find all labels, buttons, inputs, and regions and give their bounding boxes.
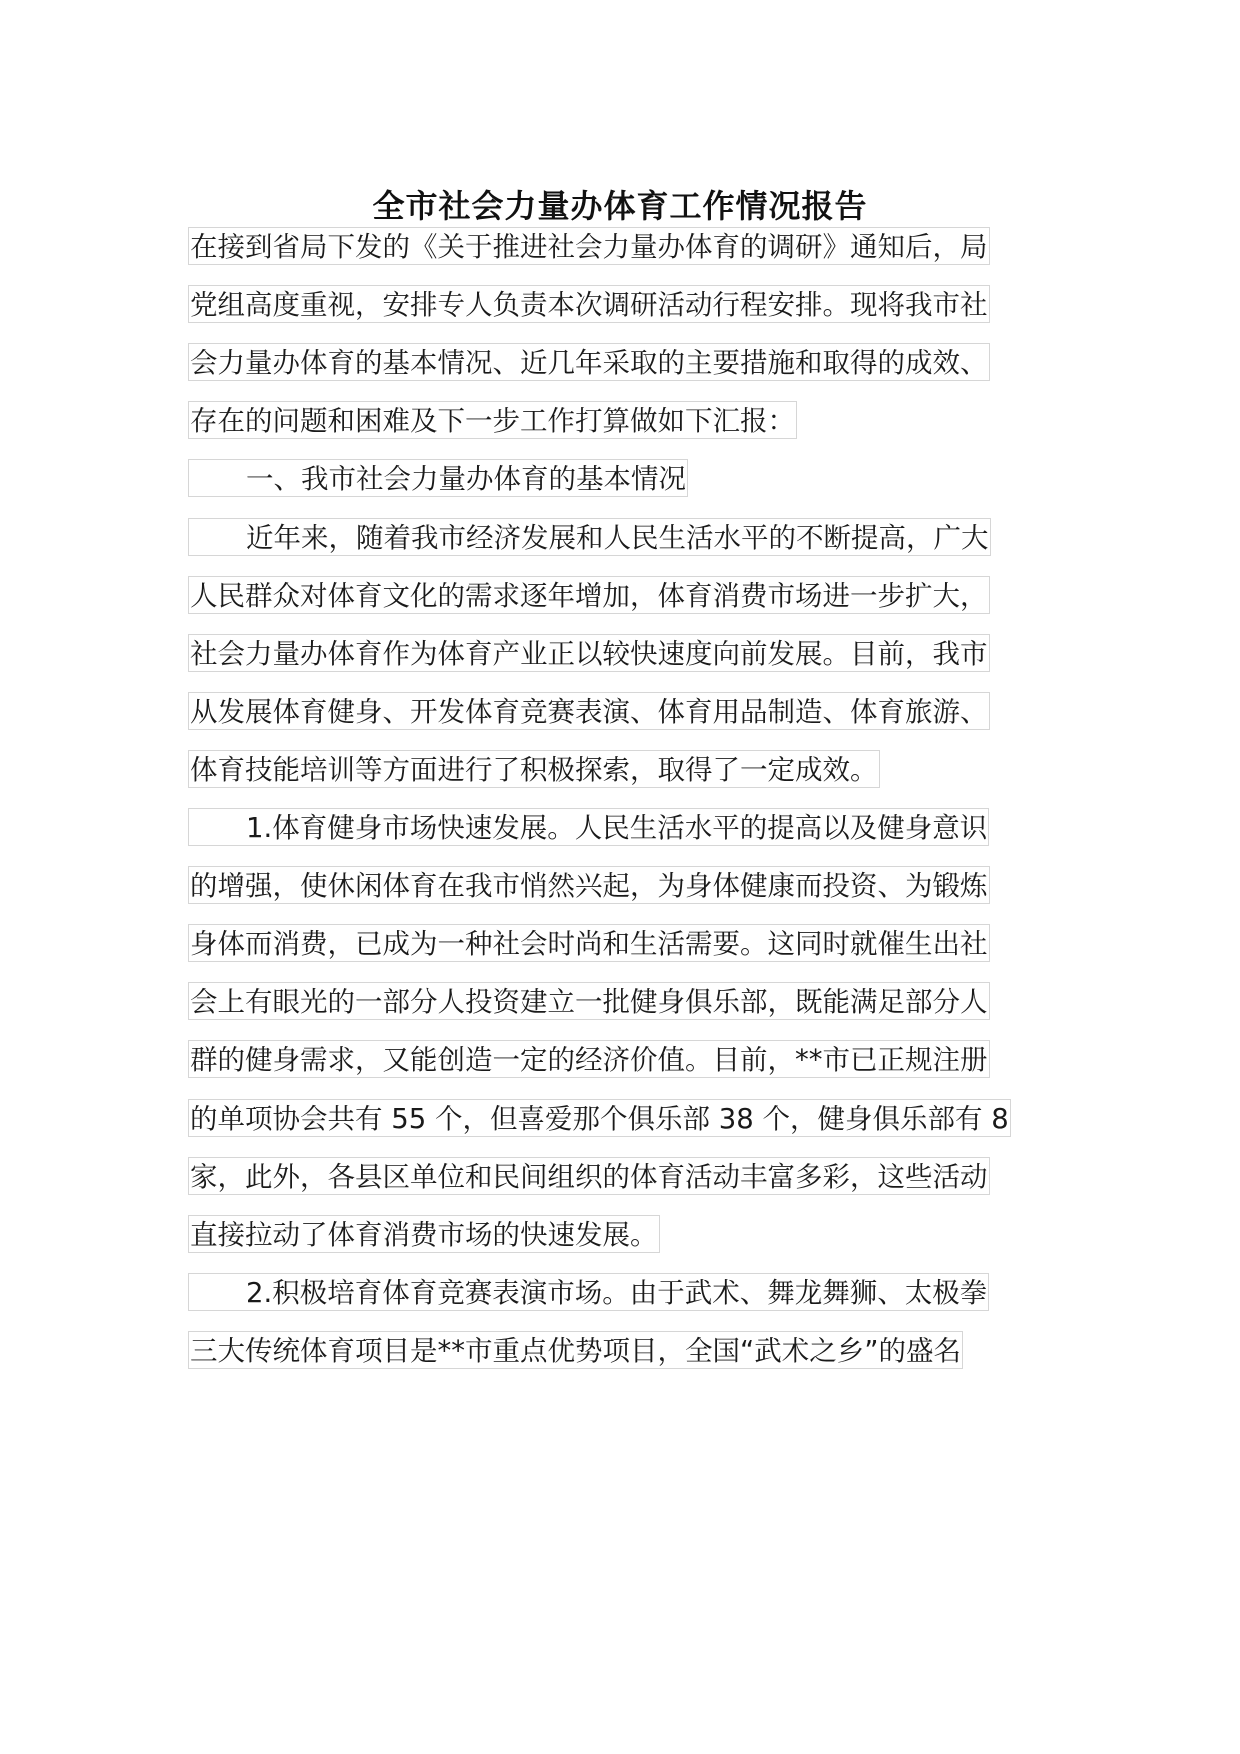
text-line bbox=[188, 1215, 660, 1253]
text-line bbox=[188, 750, 880, 788]
text-line bbox=[188, 634, 990, 672]
text-line-content: 从发展体育健身、开发体育竞赛表演、体育用品制造、体育旅游、 bbox=[190, 696, 988, 728]
text-line-content: 1.体育健身市场快速发展。人民生活水平的提高以及健身意识 bbox=[246, 812, 988, 844]
text-line bbox=[188, 343, 990, 381]
text-line-content: 身体而消费，已成为一种社会时尚和生活需要。这同时就催生出社 bbox=[190, 928, 988, 960]
text-line-content: 存在的问题和困难及下一步工作打算做如下汇报： bbox=[190, 405, 795, 437]
text-line-content: 三大传统体育项目是**市重点优势项目，全国“武术之乡”的盛名 bbox=[190, 1335, 961, 1367]
text-line-content: 党组高度重视，安排专人负责本次调研活动行程安排。现将我市社 bbox=[190, 289, 988, 321]
text-line-content: 家，此外，各县区单位和民间组织的体育活动丰富多彩，这些活动 bbox=[190, 1161, 988, 1193]
text-line bbox=[188, 808, 989, 846]
text-line bbox=[188, 1331, 963, 1369]
text-line bbox=[188, 692, 990, 730]
text-line bbox=[188, 1040, 990, 1078]
text-line bbox=[188, 459, 688, 497]
text-line-content: 的单项协会共有 55 个，但喜爱那个俱乐部 38 个，健身俱乐部有 8 bbox=[190, 1103, 1009, 1135]
text-line bbox=[188, 227, 990, 265]
text-line bbox=[188, 866, 990, 904]
text-line bbox=[188, 576, 990, 614]
text-line-content: 在接到省局下发的《关于推进社会力量办体育的调研》通知后，局 bbox=[190, 231, 988, 263]
text-line bbox=[188, 285, 990, 323]
text-line bbox=[188, 982, 990, 1020]
text-line bbox=[188, 1099, 1011, 1137]
text-line-content: 会力量办体育的基本情况、近几年采取的主要措施和取得的成效、 bbox=[190, 347, 988, 379]
text-line bbox=[188, 1157, 990, 1195]
text-line-content: 人民群众对体育文化的需求逐年增加，体育消费市场进一步扩大， bbox=[190, 580, 988, 612]
text-line-content: 群的健身需求，又能创造一定的经济价值。目前，**市已正规注册 bbox=[190, 1044, 988, 1076]
text-line-content: 2.积极培育体育竞赛表演市场。由于武术、舞龙舞狮、太极拳 bbox=[246, 1277, 988, 1309]
text-line bbox=[188, 401, 797, 439]
text-line bbox=[188, 518, 991, 556]
text-line bbox=[188, 924, 990, 962]
text-line-content: 会上有眼光的一部分人投资建立一批健身俱乐部，既能满足部分人 bbox=[190, 986, 988, 1018]
text-line bbox=[188, 1273, 989, 1311]
text-line-content: 体育技能培训等方面进行了积极探索，取得了一定成效。 bbox=[190, 754, 878, 786]
text-line-content: 直接拉动了体育消费市场的快速发展。 bbox=[190, 1219, 658, 1251]
text-line-content: 社会力量办体育作为体育产业正以较快速度向前发展。目前，我市 bbox=[190, 638, 988, 670]
text-line-content: 一、我市社会力量办体育的基本情况 bbox=[246, 463, 686, 495]
text-line-content: 近年来，随着我市经济发展和人民生活水平的不断提高，广大 bbox=[246, 522, 989, 554]
page-title: 全市社会力量办体育工作情况报告 bbox=[372, 187, 868, 225]
text-line-content: 的增强，使休闲体育在我市悄然兴起，为身体健康而投资、为锻炼 bbox=[190, 870, 988, 902]
